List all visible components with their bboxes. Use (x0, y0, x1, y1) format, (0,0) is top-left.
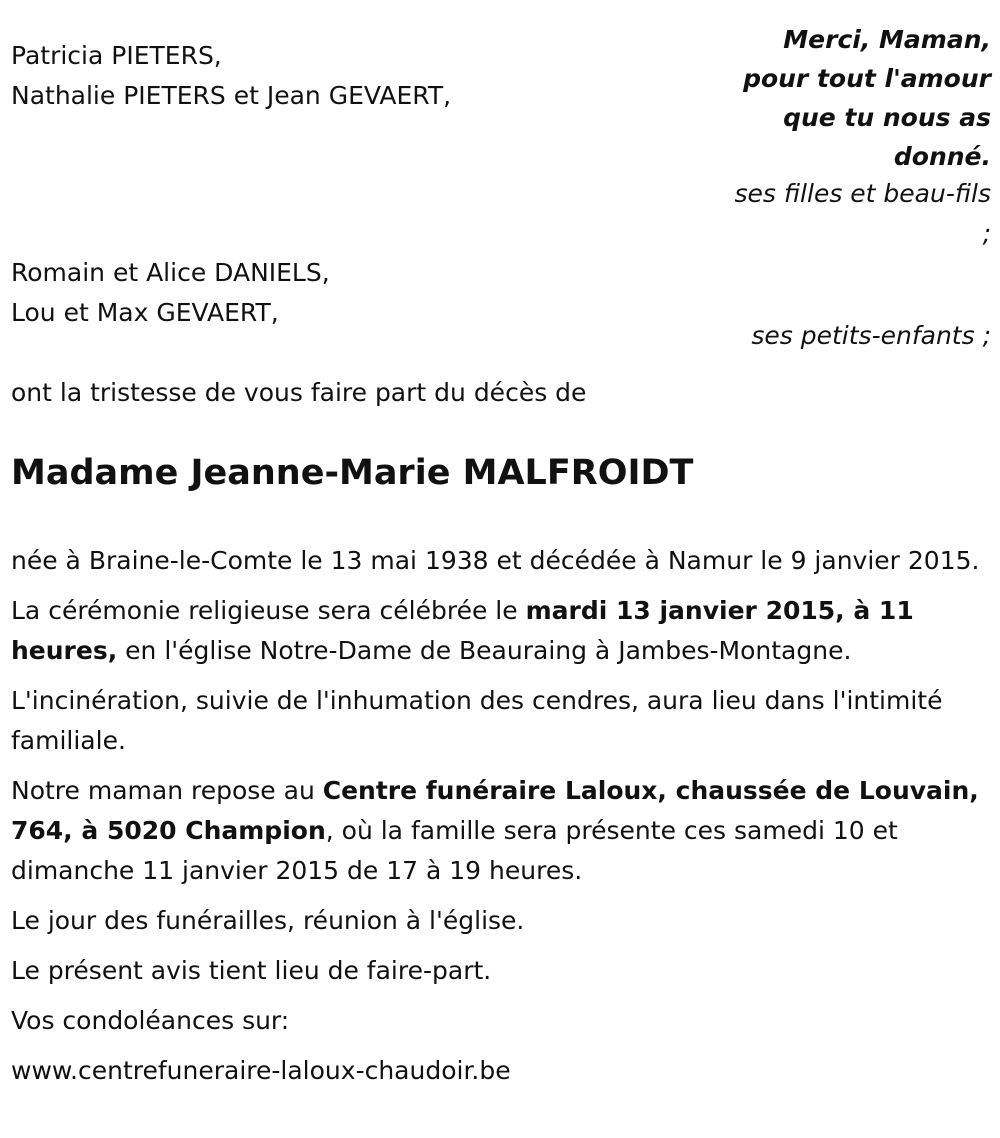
repose-suffix: , où la famille sera présente ces samedi 10 et dimanche 11 janvier 2015 de 17 à 19 heures. (11, 816, 898, 885)
deceased-name: Madame Jeanne-Marie MALFROIDT (11, 453, 694, 493)
motto (743, 20, 991, 176)
daughters-role-semicolon: ; (982, 219, 991, 248)
motto-line-1: Merci, Maman, (783, 25, 991, 54)
announcement-text: ont la tristesse de vous faire part du décès de (11, 378, 587, 407)
daughter-line-2: Nathalie PIETERS et Jean GEVAERT, (11, 81, 452, 110)
daughters-role (735, 174, 991, 254)
notice-statement: Le présent avis tient lieu de faire-part. (11, 956, 492, 985)
cremation-info: L'incinération, suivie de l'inhumation des cendres, aura lieu dans l'intimité familiale. (11, 686, 943, 755)
grandchildren-role-label: ses petits-enfants ; (751, 321, 991, 350)
daughters-role-label: ses filles et beau-fils (734, 179, 991, 208)
ceremony-prefix: La cérémonie religieuse sera célébrée le (11, 596, 526, 625)
daughter-line-1: Patricia PIETERS, (11, 41, 222, 70)
ceremony-date: mardi 13 janvier 2015, à 11 heures, (11, 596, 914, 665)
condolences-label: Vos condoléances sur: (11, 1006, 290, 1035)
meeting-info: Le jour des funérailles, réunion à l'église. (11, 906, 525, 935)
motto-line-3: que tu nous as (783, 103, 991, 132)
repose-info (11, 771, 996, 891)
motto-line-2: pour tout l'amour (743, 64, 991, 93)
repose-place: Centre funéraire Laloux, chaussée de Louvain, 764, à 5020 Champion (11, 776, 979, 845)
repose-prefix: Notre maman repose au (11, 776, 323, 805)
condolences-url[interactable]: www.centrefuneraire-laloux-chaudoir.be (11, 1056, 511, 1085)
notice-body (11, 541, 996, 1091)
grandchildren-role (751, 316, 991, 356)
grandchild-line-1: Romain et Alice DANIELS, (11, 258, 330, 287)
grandchild-line-2: Lou et Max GEVAERT, (11, 298, 279, 327)
motto-line-4: donné. (893, 142, 991, 171)
grandchildren-names (11, 253, 330, 333)
daughters-names (11, 36, 451, 116)
ceremony-info (11, 591, 996, 671)
ceremony-suffix: en l'église Notre-Dame de Beauraing à Jambes-Montagne. (117, 636, 852, 665)
birth-death-dates: née à Braine-le-Comte le 13 mai 1938 et décédée à Namur le 9 janvier 2015. (11, 546, 980, 575)
